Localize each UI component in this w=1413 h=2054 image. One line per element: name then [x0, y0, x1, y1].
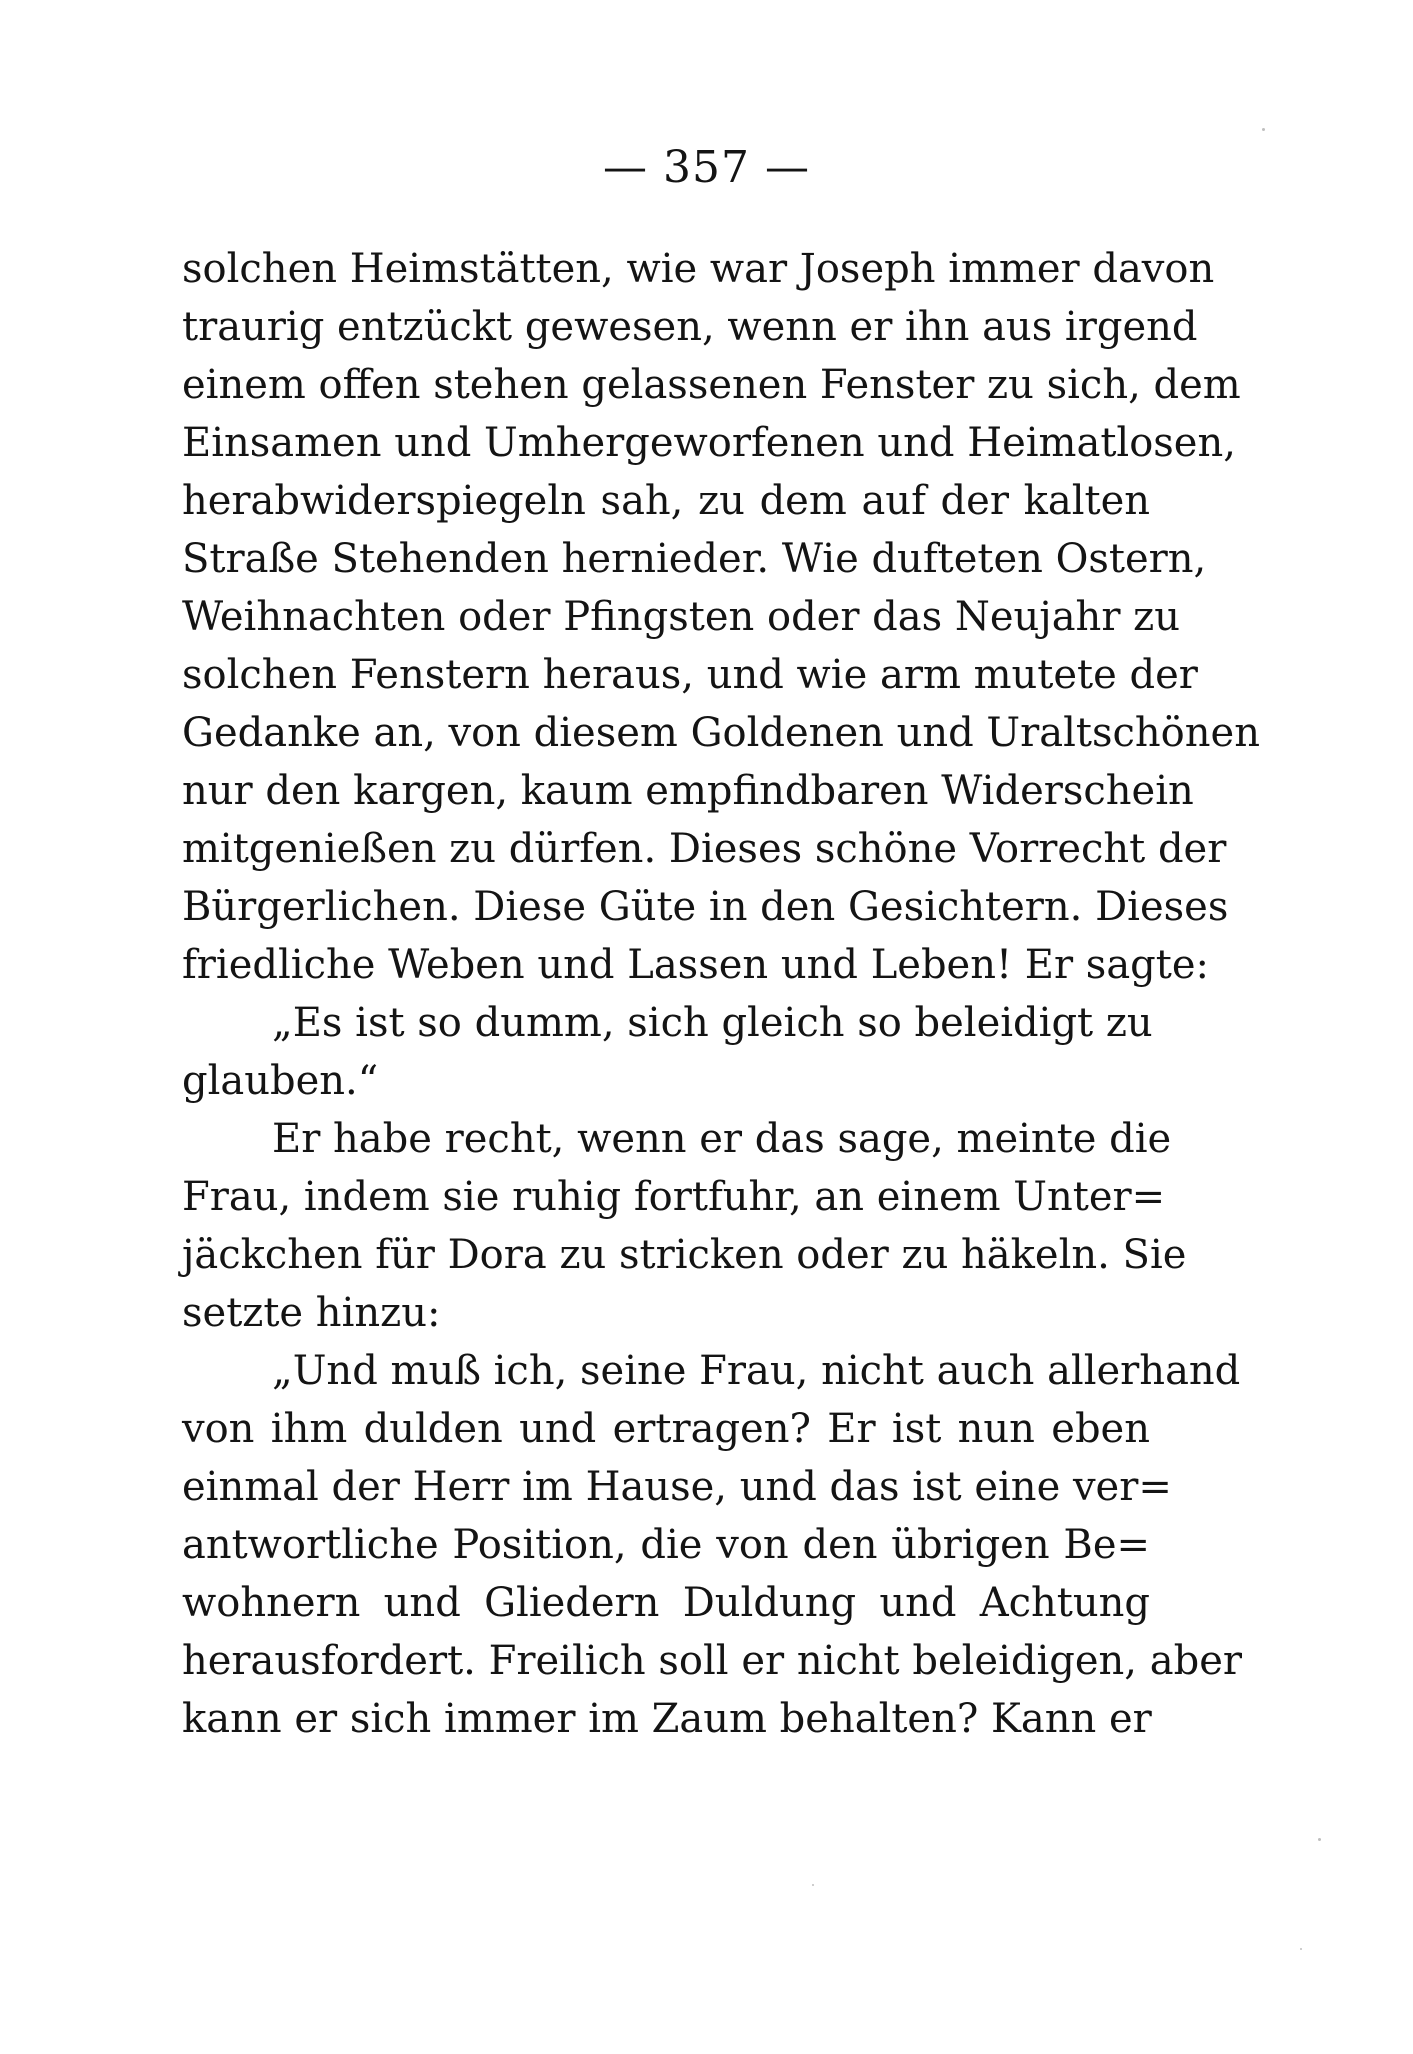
- text-line: nur den kargen, kaum empfindbaren Widerschein: [182, 768, 1194, 814]
- paper-speck: [1300, 1948, 1302, 1950]
- body-text: [182, 240, 1260, 1748]
- text-line-paragraph-end: setzte hinzu:: [182, 1290, 441, 1336]
- text-line: solchen Fenstern heraus, und wie arm mutete der: [182, 652, 1198, 698]
- text-line: Straße Stehenden hernieder. Wie dufteten Ostern,: [182, 536, 1207, 582]
- text-line: herausfordert. Freilich soll er nicht beleidigen, aber: [182, 1638, 1242, 1684]
- text-line: einmal der Herr im Hause, und das ist eine ver=: [182, 1464, 1172, 1510]
- text-line: Weihnachten oder Pfingsten oder das Neujahr zu: [182, 594, 1180, 640]
- text-line: antwortliche Position, die von den übrigen Be=: [182, 1522, 1150, 1568]
- text-line: friedliche Weben und Lassen und Leben! Er sagte:: [182, 942, 1210, 988]
- text-line: von ihm dulden und ertragen? Er ist nun eben: [182, 1406, 1150, 1452]
- paper-speck: [1318, 1838, 1321, 1841]
- text-line: Gedanke an, von diesem Goldenen und Uraltschönen: [182, 710, 1260, 756]
- paper-speck: [812, 1884, 814, 1886]
- text-line: kann er sich immer im Zaum behalten? Kann er: [182, 1696, 1152, 1742]
- text-line-paragraph-end: glauben.“: [182, 1058, 379, 1104]
- text-line: Bürgerlichen. Diese Güte in den Gesichtern. Dieses: [182, 884, 1229, 930]
- text-line-indented: „Und muß ich, seine Frau, nicht auch allerhand: [272, 1348, 1241, 1394]
- text-line: traurig entzückt gewesen, wenn er ihn aus irgend: [182, 304, 1198, 350]
- text-line-indented: „Es ist so dumm, sich gleich so beleidigt zu: [272, 1000, 1153, 1046]
- page-number: — 357 —: [603, 142, 810, 193]
- text-line: mitgenießen zu dürfen. Dieses schöne Vorrecht der: [182, 826, 1227, 872]
- text-line: einem offen stehen gelassenen Fenster zu sich, dem: [182, 362, 1241, 408]
- text-line: Frau, indem sie ruhig fortfuhr, an einem Unter=: [182, 1174, 1166, 1220]
- text-line-indented: Er habe recht, wenn er das sage, meinte die: [272, 1116, 1172, 1162]
- text-line: Einsamen und Umhergeworfenen und Heimatlosen,: [182, 420, 1236, 466]
- text-line: herabwiderspiegeln sah, zu dem auf der kalten: [182, 478, 1150, 524]
- text-line: wohnern und Gliedern Duldung und Achtung: [182, 1580, 1150, 1626]
- text-line: jäckchen für Dora zu stricken oder zu häkeln. Sie: [182, 1232, 1187, 1278]
- text-line: solchen Heimstätten, wie war Joseph immer davon: [182, 246, 1215, 292]
- paper-speck: [1262, 128, 1265, 131]
